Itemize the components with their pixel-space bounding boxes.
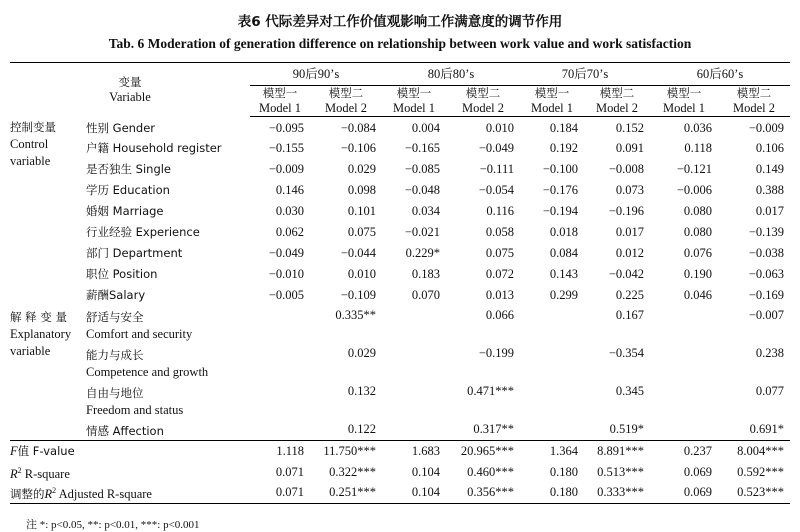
row-label: 学历 Education [86,182,170,197]
table-cell: 0.046 [683,287,712,302]
table-cell: −0.042 [608,266,644,281]
empty-cell [382,344,446,382]
table-row [10,441,790,462]
table-cell: −0.049 [268,245,304,260]
table-cell: 0.058 [485,224,514,239]
table-cell: 0.072 [485,266,514,281]
row-label: 是否独生 Single [86,161,172,176]
row-label: 薪酬Salary [86,287,146,302]
table-cell: −0.106 [340,140,376,155]
group-header-90s: 90后90’s [250,63,382,86]
stat-label: $R^2$ R-square [10,465,70,481]
table-cell: −0.111 [479,161,514,176]
significance-note: 注 *: p<0.05, **: p<0.01, ***: p<0.001 [26,519,200,531]
row-label: 能力与成长 Competence and growth [86,347,209,379]
table-cell: −0.155 [268,140,304,155]
table-cell: −0.063 [748,266,784,281]
table-cell: −0.121 [676,161,712,176]
table-cell: 0.225 [615,287,644,302]
table-cell: 0.118 [684,140,712,155]
table-cell: 0.013 [485,287,514,302]
table-cell: 0.471*** [467,383,514,398]
model-header: 模型一 Model 1 [650,86,718,117]
table-cell: −0.354 [608,345,644,360]
model-header: 模型一 Model 1 [382,86,446,117]
table-cell: 0.335** [335,307,376,322]
table-cell: 0.299 [549,287,578,302]
table-cell: 0.098 [347,182,376,197]
table-cell: 0.066 [485,307,514,322]
caption-chinese: 表6 代际差异对工作价值观影响工作满意度的调节作用 [237,14,563,30]
table-row [10,243,790,264]
table-cell: −0.010 [268,266,304,281]
table-cell: 0.017 [615,224,644,239]
group-header-60s: 60后60’s [650,63,790,86]
table-cell: 0.069 [650,483,718,504]
table-cell: −0.199 [478,345,514,360]
table-cell: 0.167 [615,307,644,322]
table-cell: −0.008 [608,161,644,176]
empty-cell [382,306,446,344]
table-cell: 0.012 [615,245,644,260]
table-cell: 0.388 [755,182,784,197]
table-cell: 0.592*** [737,464,784,479]
empty-cell [250,306,310,344]
table-cell: −0.006 [676,182,712,197]
table-cell: 0.149 [755,161,784,176]
table-cell: 0.229* [405,245,440,260]
row-label: 婚姻 Marriage [86,203,164,218]
empty-cell [520,306,584,344]
table-cell: 0.152 [615,120,644,135]
table-cell: −0.054 [478,182,514,197]
table-row [10,201,790,222]
empty-cell [650,344,718,382]
table-cell: 0.106 [755,140,784,155]
empty-cell [382,420,446,441]
model-header: 模型二 Model 2 [310,86,382,117]
table-row [10,483,790,504]
group-header-80s: 80后80’s [382,63,520,86]
table-cell: 0.091 [615,140,644,155]
table-cell: −0.049 [478,140,514,155]
table-cell: −0.194 [542,203,578,218]
table-cell: −0.169 [748,287,784,302]
group-header-70s: 70后70’s [520,63,650,86]
table-cell: 0.004 [411,120,440,135]
table-cell: 0.017 [755,203,784,218]
table-row [10,462,790,483]
table-cell: 0.180 [549,464,578,479]
table-cell: 0.029 [347,345,376,360]
table-cell: −0.100 [542,161,578,176]
table-cell: −0.139 [748,224,784,239]
table-row [10,117,790,138]
table-cell: 11.750*** [310,441,382,462]
table-cell: 0.080 [683,224,712,239]
table-cell: 0.460*** [467,464,514,479]
table-cell: −0.109 [340,287,376,302]
table-cell: 0.132 [347,383,376,398]
table-cell: −0.176 [542,182,578,197]
table-cell: −0.007 [748,307,784,322]
table-cell: 0.192 [549,140,578,155]
table-cell: 8.891*** [584,441,650,462]
row-label: 部门 Department [86,245,183,260]
table-cell: 0.691* [749,421,784,436]
table-cell: 1.683 [382,441,446,462]
table-cell: 1.364 [520,441,584,462]
table-row [10,344,790,382]
table-row [10,180,790,201]
row-label: 行业经验 Experience [86,224,200,239]
table-cell: −0.038 [748,245,784,260]
stat-label: F值 F-value [10,441,250,462]
table-cell: 0.077 [755,383,784,398]
table-cell: 0.062 [275,224,304,239]
table-cell: 0.075 [347,224,376,239]
table-cell: −0.085 [404,161,440,176]
table-cell: 0.237 [650,441,718,462]
empty-cell [250,344,310,382]
table-cell: 0.030 [275,203,304,218]
table-cell: 0.036 [683,120,712,135]
table-row [10,264,790,285]
table-cell: −0.084 [340,120,376,135]
table-cell: 0.183 [411,266,440,281]
table-cell: 0.069 [683,464,712,479]
empty-cell [520,382,584,420]
table-cell: 8.004*** [718,441,790,462]
table-cell: −0.196 [608,203,644,218]
moderation-table [10,62,790,504]
caption-english: Tab. 6 Moderation of generation difference on relationship between work value and work satisfaction [108,36,692,51]
table-cell: 0.018 [549,224,578,239]
table-row [10,420,790,441]
table-cell: 0.034 [411,203,440,218]
row-label: 情感 Affection [86,423,164,438]
table-cell: 0.076 [683,245,712,260]
empty-cell [250,382,310,420]
table-cell: 0.075 [485,245,514,260]
empty-cell [250,420,310,441]
empty-cell [650,420,718,441]
empty-cell [520,344,584,382]
stat-label: 调整的$R^2$ Adjusted R-square [10,483,250,504]
row-label: 舒适与安全 Comfort and security [86,309,193,341]
row-label: 户籍 Household register [86,140,222,155]
model-header: 模型二 Model 2 [718,86,790,117]
table-cell: 0.080 [683,203,712,218]
table-cell: 0.010 [347,266,376,281]
table-cell: 0.122 [347,421,376,436]
empty-cell [382,382,446,420]
control-variable-label: 控制变量 Control variable [10,119,56,168]
table-cell: 0.104 [382,483,446,504]
model-header: 模型一 Model 1 [520,86,584,117]
variable-header: 变量 Variable [10,63,250,117]
empty-cell [650,306,718,344]
table-cell: 0.143 [549,266,578,281]
row-label: 性别 Gender [86,120,156,135]
table-cell: −0.005 [268,287,304,302]
table-cell: 0.356*** [446,483,520,504]
table-row [10,285,790,306]
table-cell: 0.146 [275,182,304,197]
table-cell: 0.070 [411,287,440,302]
table-row [10,222,790,243]
table-cell: 0.084 [549,245,578,260]
table-cell: 0.180 [520,483,584,504]
table-row [10,382,790,420]
table-row [10,159,790,180]
table-cell: 0.116 [486,203,514,218]
table-cell: 1.118 [250,441,310,462]
model-header: 模型一 Model 1 [250,86,310,117]
table-cell: 0.322*** [329,464,376,479]
model-header: 模型二 Model 2 [584,86,650,117]
table-cell: 0.513*** [597,464,644,479]
table-cell: 0.345 [615,383,644,398]
table-cell: 0.333*** [584,483,650,504]
row-label: 自由与地位 Freedom and status [86,385,184,417]
explanatory-variable-label: 解 释 变 量 Explanatory variable [10,309,72,358]
table-cell: −0.044 [340,245,376,260]
table-cell: 0.184 [549,120,578,135]
table-cell: 0.101 [347,203,376,218]
empty-cell [650,382,718,420]
table-cell: 0.071 [275,464,304,479]
table-cell: −0.009 [268,161,304,176]
table-cell: −0.165 [404,140,440,155]
table-cell: 0.104 [411,464,440,479]
table-cell: 0.010 [485,120,514,135]
table-cell: −0.009 [748,120,784,135]
table-cell: 0.073 [615,182,644,197]
model-header: 模型二 Model 2 [446,86,520,117]
table-cell: 20.965*** [446,441,520,462]
table-cell: 0.071 [250,483,310,504]
table-cell: −0.095 [268,120,304,135]
table-cell: 0.523*** [718,483,790,504]
table-cell: −0.021 [404,224,440,239]
table-cell: 0.190 [683,266,712,281]
table-cell: 0.238 [755,345,784,360]
table-row [10,306,790,344]
table-cell: 0.519* [609,421,644,436]
table-cell: 0.317** [473,421,514,436]
table-row [10,138,790,159]
table-cell: 0.029 [347,161,376,176]
empty-cell [520,420,584,441]
table-cell: −0.048 [404,182,440,197]
table-cell: 0.251*** [310,483,382,504]
row-label: 职位 Position [86,266,158,281]
